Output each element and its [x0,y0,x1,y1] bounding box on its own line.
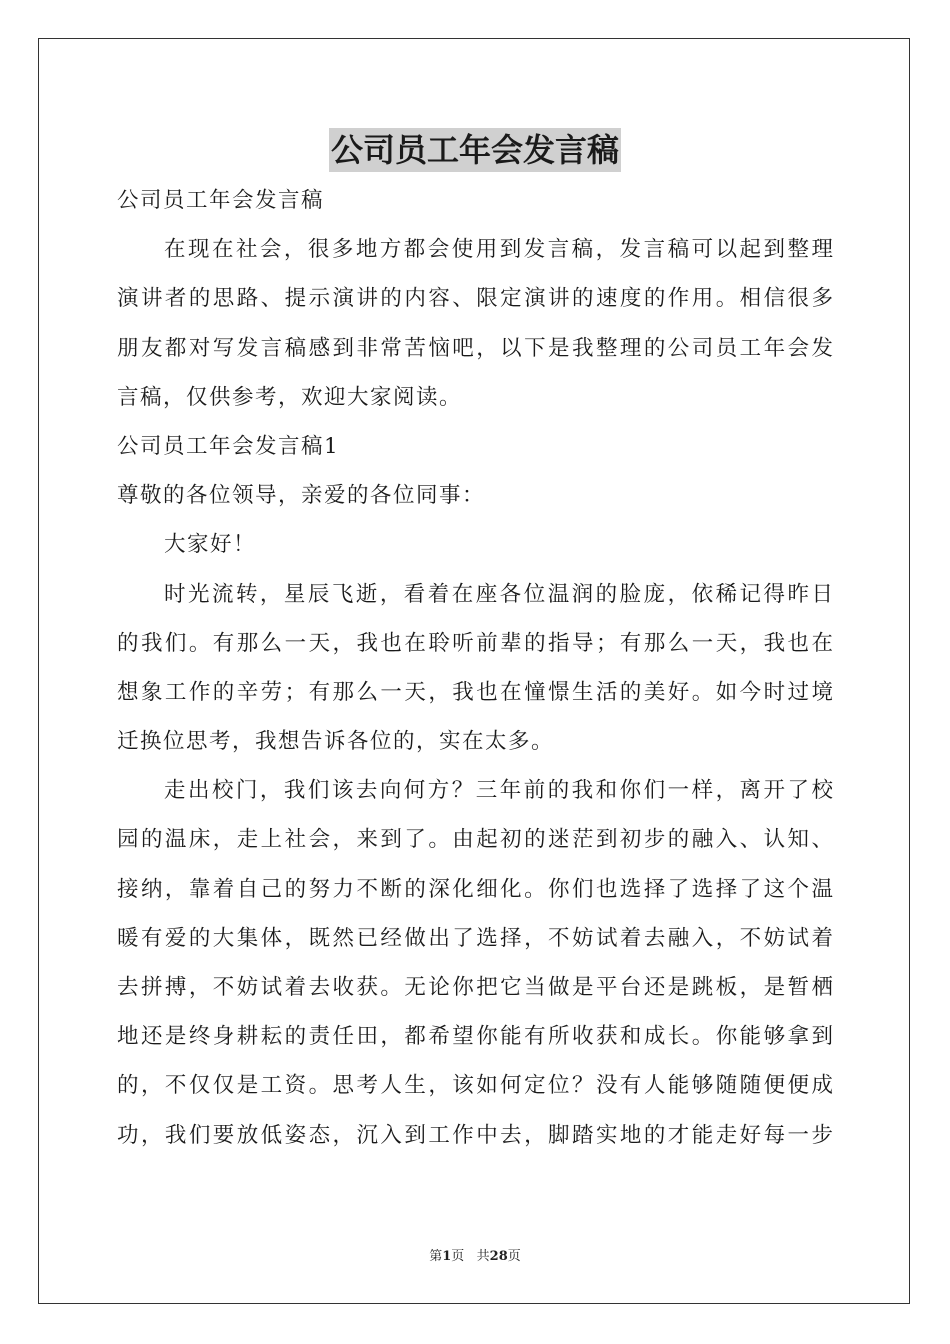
text-line: 在现在社会，很多地方都会使用到发言稿，发言稿可以起到整理 [164,237,833,263]
text-line: 迁换位思考，我想告诉各位的，实在太多。 [117,729,555,755]
text-line: 演讲者的思路、提示演讲的内容、限定演讲的速度的作用。相信很多 [117,286,833,312]
text-line: 公司员工年会发言稿 [117,188,325,213]
text-line: 尊敬的各位领导，亲爱的各位同事： [117,483,486,509]
text-line: 功，我们要放低姿态，沉入到工作中去，脚踏实地的才能走好每一步 [117,1122,833,1148]
document-title-wrap [0,128,950,172]
text-line: 园的温床，走上社会，来到了。由起初的迷茫到初步的融入、认知、 [117,827,833,853]
document-title: 公司员工年会发言稿 [329,128,621,172]
text-line: 接纳，靠着自己的努力不断的深化细化。你们也选择了选择了这个温 [117,876,833,902]
text-line: 大家好！ [164,532,257,558]
text-line: 时光流转，星辰飞逝，看着在座各位温润的脸庞，依稀记得昨日 [164,581,833,607]
text-line: 言稿，仅供参考，欢迎大家阅读。 [117,384,463,410]
document-body [117,176,833,1160]
footer-suffix: 页 [507,1249,521,1264]
text-line: 去拼搏，不妨试着去收获。无论你把它当做是平台还是跳板，是暂栖 [117,975,833,1000]
text-line: 公司员工年会发言稿1 [117,433,340,459]
text-line: 暖有爱的大集体，既然已经做出了选择，不妨试着去融入，不妨试着 [117,925,833,951]
footer-prefix: 第 [429,1249,443,1264]
text-line: 想象工作的辛劳；有那么一天，我也在憧憬生活的美好。如今时过境 [117,679,833,705]
text-line: 朋友都对写发言稿感到非常苦恼吧，以下是我整理的公司员工年会发 [117,335,833,361]
footer-middle: 页 共 [451,1249,490,1264]
text-line: 地还是终身耕耘的责任田，都希望你能有所收获和成长。你能够拿到 [117,1024,833,1050]
footer-page-number: 1 [442,1249,452,1264]
text-line: 走出校门，我们该去向何方？三年前的我和你们一样，离开了校 [164,778,833,804]
footer-total-pages: 28 [489,1249,508,1264]
text-line: 的，不仅仅是工资。思考人生，该如何定位？没有人能够随随便便成 [117,1073,833,1099]
page-footer [0,1245,950,1264]
text-line: 的我们。有那么一天，我也在聆听前辈的指导；有那么一天，我也在 [117,630,833,656]
